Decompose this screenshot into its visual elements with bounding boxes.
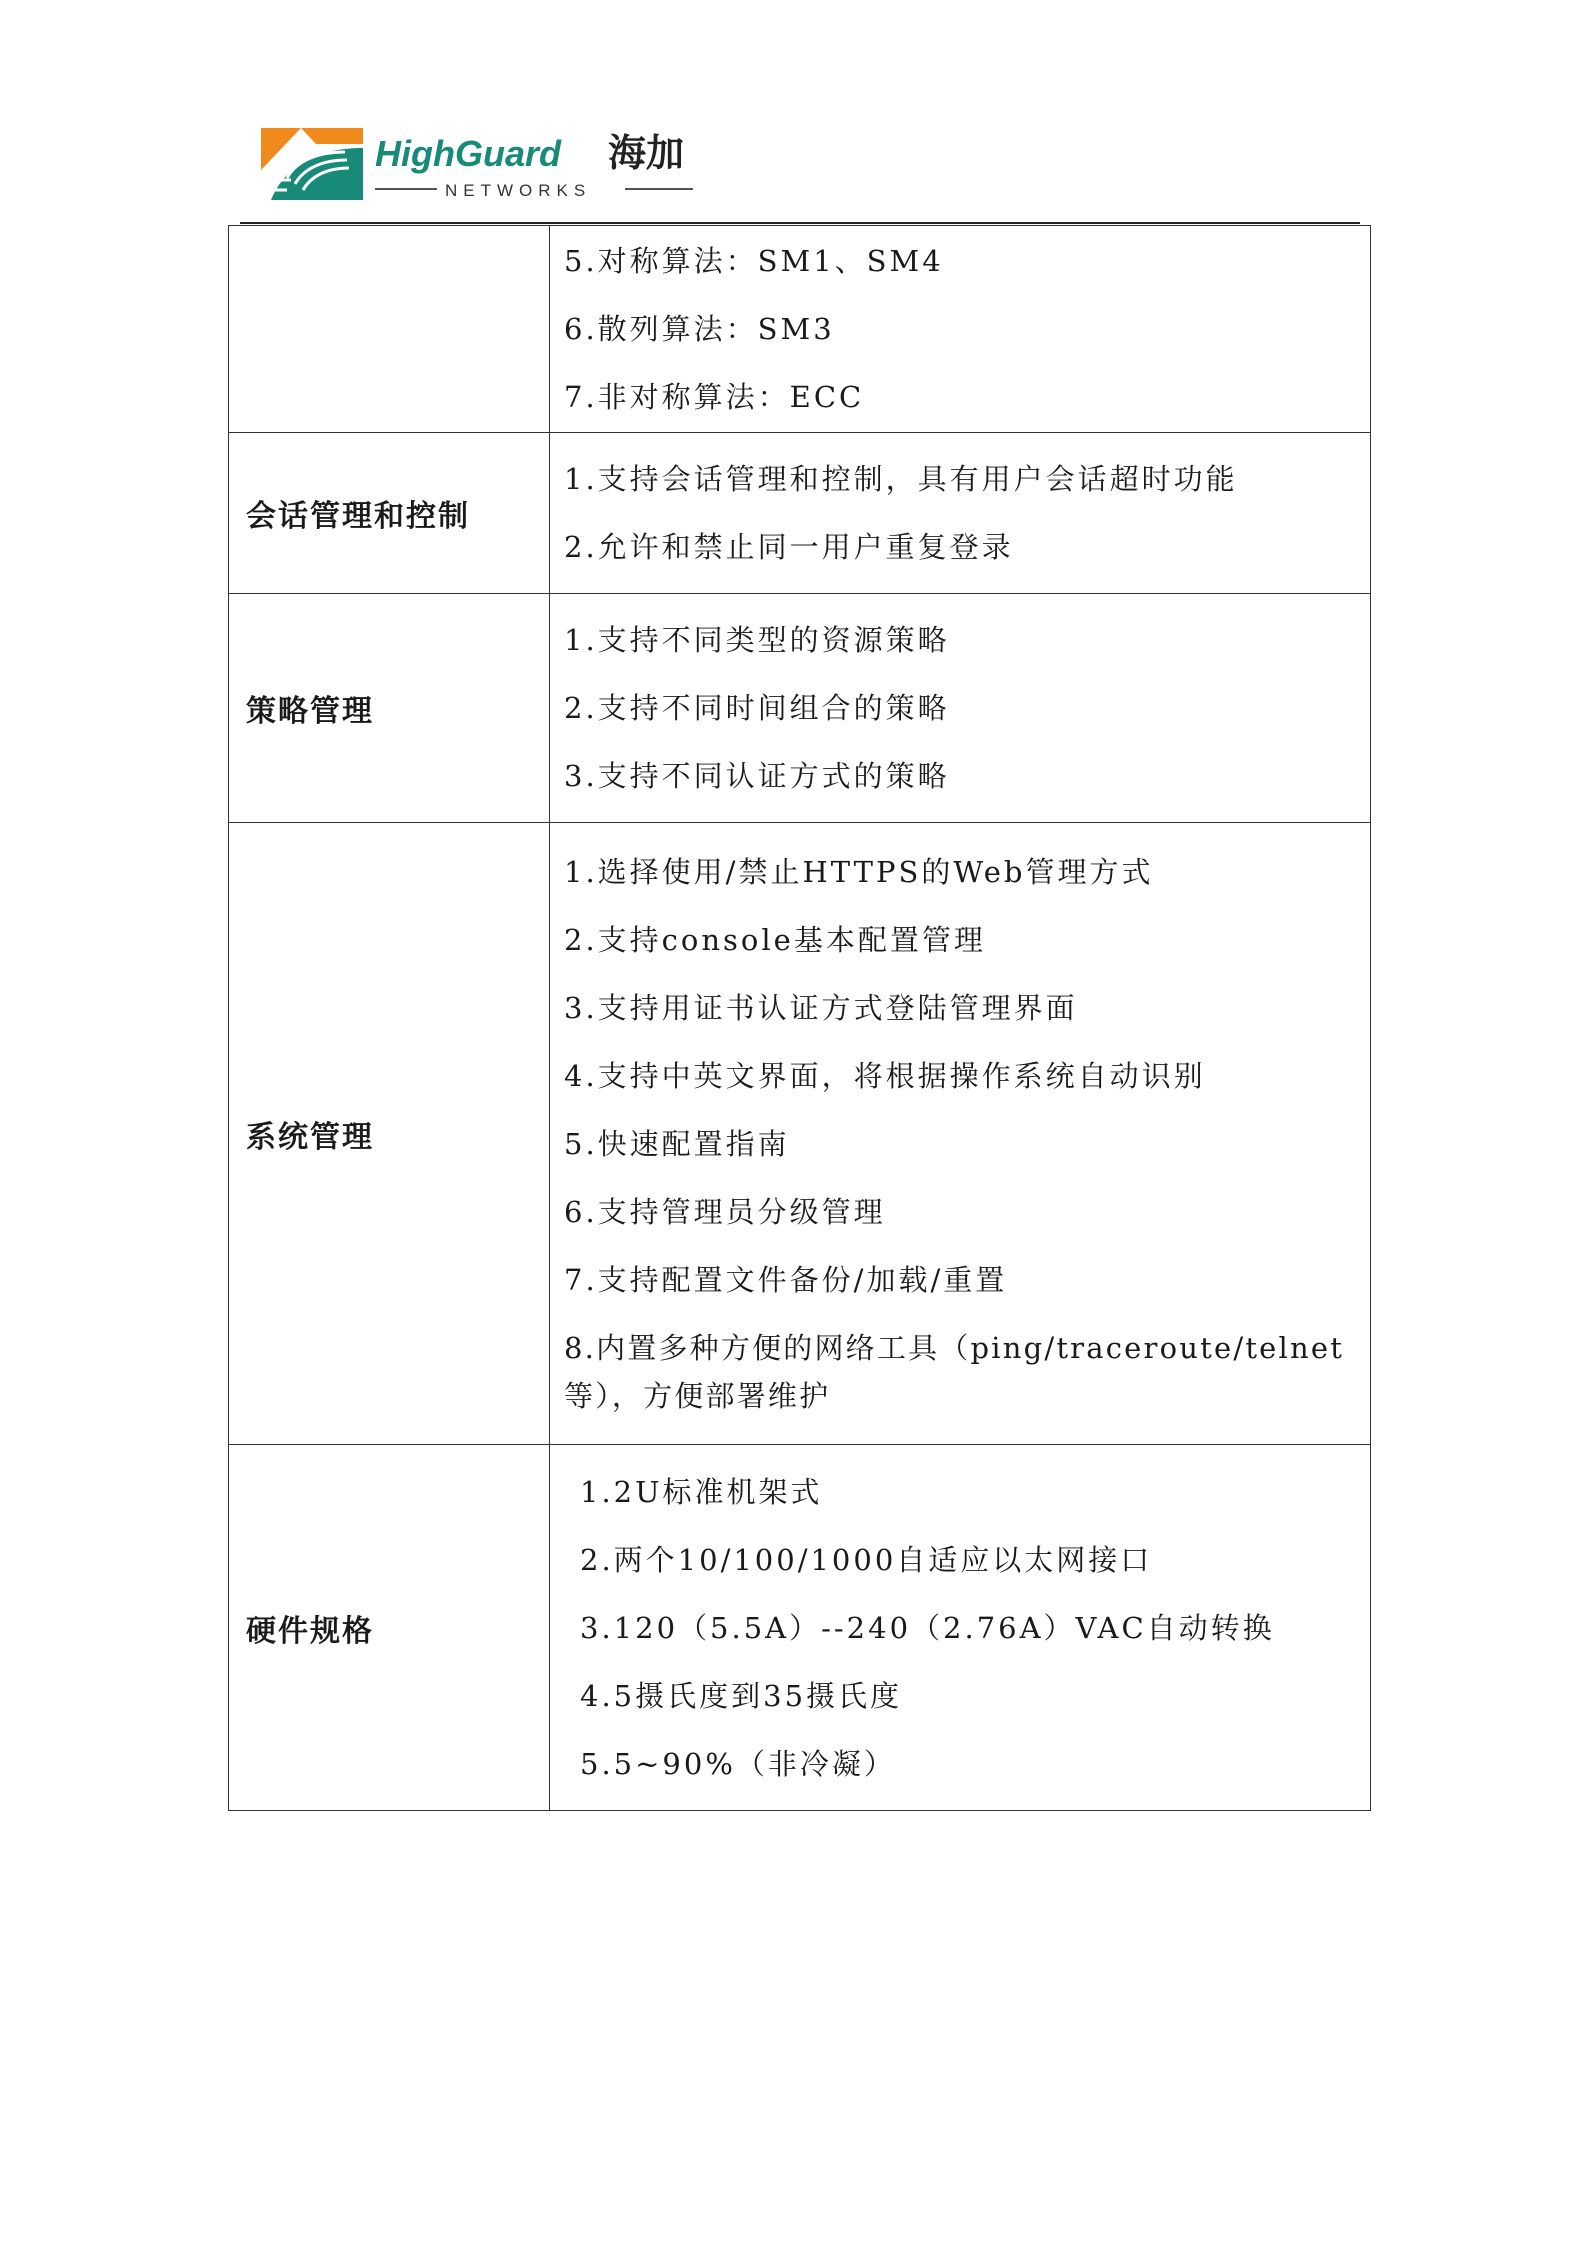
row-content [550, 433, 1371, 594]
list-item: 4.支持中英文界面，将根据操作系统自动识别 [564, 1058, 1206, 1093]
list-item: 1.选择使用/禁止HTTPS的Web管理方式 [564, 854, 1154, 889]
list-item: 8.内置多种方便的网络工具（ping/traceroute/telnet等），方便部署维护 [564, 1330, 1345, 1413]
logo-sub-text: NETWORKS [445, 181, 592, 200]
list-item: 2.支持不同时间组合的策略 [564, 691, 950, 725]
list-item: 3.支持用证书认证方式登陆管理界面 [564, 990, 1078, 1025]
list-item: 2.支持console基本配置管理 [564, 922, 986, 957]
table-row [229, 226, 1371, 433]
list-item: 1.支持不同类型的资源策略 [564, 623, 950, 657]
list-item: 5.对称算法：SM1、SM4 [564, 244, 944, 278]
list-item: 4.5摄氏度到35摄氏度 [580, 1678, 903, 1713]
list-item: 3.支持不同认证方式的策略 [564, 759, 950, 793]
list-item: 3.120（5.5A）--240（2.76A）VAC自动转换 [580, 1610, 1275, 1645]
logo-emblem-icon [261, 118, 363, 200]
list-item: 2.允许和禁止同一用户重复登录 [564, 530, 1014, 564]
row-content [550, 1445, 1371, 1811]
row-content [550, 823, 1371, 1445]
list-item: 6.支持管理员分级管理 [564, 1194, 886, 1229]
list-item: 1.支持会话管理和控制，具有用户会话超时功能 [564, 462, 1238, 496]
company-logo [261, 118, 721, 210]
row-label [229, 226, 550, 433]
list-item: 5.快速配置指南 [564, 1126, 790, 1161]
list-item: 5.5~90%（非冷凝） [580, 1746, 896, 1781]
row-label: 会话管理和控制 [229, 433, 550, 594]
row-label: 策略管理 [229, 594, 550, 823]
list-item: 1.2U标准机架式 [580, 1474, 823, 1509]
logo-brand-text: HighGuard [375, 133, 561, 174]
row-label: 系统管理 [229, 823, 550, 1445]
list-item: 6.散列算法：SM3 [564, 312, 835, 346]
row-label: 硬件规格 [229, 1445, 550, 1811]
list-item: 7.非对称算法：ECC [564, 380, 865, 414]
table-row [229, 823, 1371, 1445]
table-row [229, 594, 1371, 823]
table-row [229, 1445, 1371, 1811]
row-content [550, 594, 1371, 823]
logo-cn-text: 海加 [608, 131, 685, 175]
list-item: 7.支持配置文件备份/加载/重置 [564, 1262, 1008, 1297]
table-row [229, 433, 1371, 594]
spec-table [228, 225, 1371, 1811]
header-divider [240, 222, 1360, 224]
row-content [550, 226, 1371, 433]
list-item: 2.两个10/100/1000自适应以太网接口 [580, 1542, 1153, 1577]
